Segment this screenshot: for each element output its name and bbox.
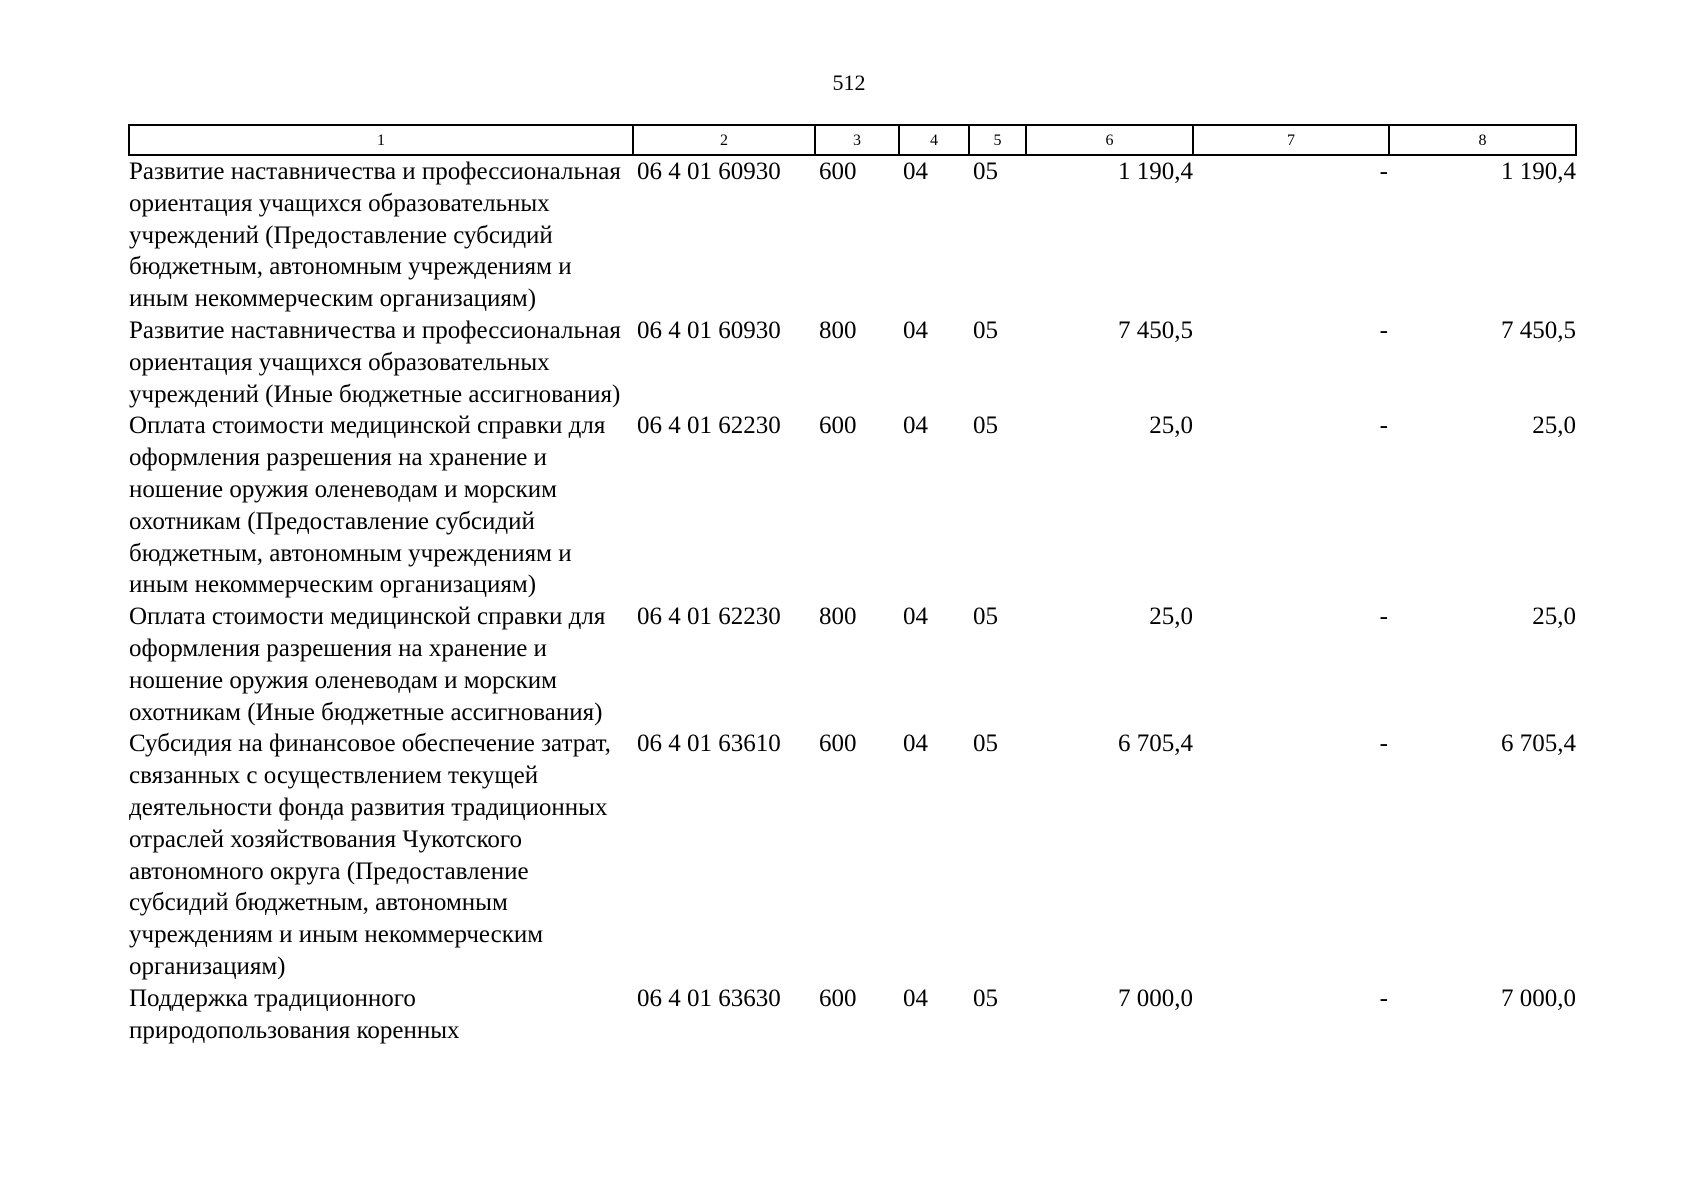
budget-table [128,124,1577,1047]
table-row [129,155,1576,315]
row-sum-8: 1 190,4 [1501,158,1576,185]
header-col-6: 6 [1026,125,1193,155]
table-row [129,728,1576,982]
row-vr: 600 [819,158,857,185]
row-sum-8: 6 705,4 [1501,730,1576,758]
row-vr: 600 [819,412,857,440]
header-col-1: 1 [129,125,633,155]
row-code: 06 4 01 60930 [637,158,781,185]
row-sum-6: 25,0 [1149,603,1193,631]
row-sum-6: 7 450,5 [1118,316,1193,344]
row-code: 06 4 01 63630 [637,984,781,1012]
row-code: 06 4 01 60930 [637,316,781,344]
row-name: Оплата стоимости медицинской справки для оформления разрешения на хранение и ношение оружия оленеводам и морским охотникам (Иные бюджетные ассигнования) [129,603,606,726]
row-sum-6: 7 000,0 [1118,984,1193,1012]
row-sum-7: - [1379,158,1388,185]
header-col-8: 8 [1389,125,1576,155]
row-pr: 05 [973,412,998,440]
row-vr: 800 [819,603,857,631]
row-pr: 05 [973,603,998,631]
row-pr: 05 [973,158,998,185]
row-vr: 600 [819,730,857,758]
row-code: 06 4 01 62230 [637,412,781,440]
header-col-5: 5 [969,125,1026,155]
page-number: 512 [832,70,866,95]
row-vr: 600 [819,984,857,1012]
row-code: 06 4 01 62230 [637,603,781,631]
row-sum-7: - [1379,316,1388,344]
row-rz: 04 [903,730,928,758]
row-sum-7: - [1379,412,1388,440]
row-pr: 05 [973,730,998,758]
row-name: Оплата стоимости медицинской справки для оформления разрешения на хранение и ношение оружия оленеводам и морским охотникам (Предоставление субсидий бюджетным, автономным учреждениям и иным некоммерческим организациям) [129,412,606,599]
row-sum-6: 1 190,4 [1118,158,1193,185]
row-name: Субсидия на финансовое обеспечение затрат, связанных с осуществлением текущей деятельности фонда развития традиционных отраслей хозяйствования Чукотского автономного округа (Предоставление субсидий бюджетным, автономным учреждениям и иным некоммерческим организациям) [129,730,611,980]
row-sum-8: 25,0 [1532,603,1576,631]
table-row [129,315,1576,410]
row-sum-7: - [1379,603,1388,631]
row-pr: 05 [973,316,998,344]
header-col-2: 2 [633,125,815,155]
row-rz: 04 [903,158,928,185]
row-rz: 04 [903,316,928,344]
table-row [129,983,1576,1047]
row-rz: 04 [903,603,928,631]
row-sum-8: 7 450,5 [1501,316,1576,344]
row-pr: 05 [973,984,998,1012]
row-rz: 04 [903,412,928,440]
row-sum-8: 7 000,0 [1501,984,1576,1012]
row-name: Поддержка традиционного природопользования коренных [129,984,460,1044]
header-col-3: 3 [815,125,899,155]
row-sum-8: 25,0 [1532,412,1576,440]
row-sum-7: - [1379,730,1388,758]
row-sum-6: 6 705,4 [1118,730,1193,758]
header-col-7: 7 [1193,125,1389,155]
row-sum-6: 25,0 [1149,412,1193,440]
row-rz: 04 [903,984,928,1012]
row-sum-7: - [1379,984,1388,1012]
table-row [129,410,1576,601]
header-col-4: 4 [899,125,969,155]
table-row [129,601,1576,728]
row-name: Развитие наставничества и профессиональная ориентация учащихся образовательных учреждений (Иные бюджетные ассигнования) [129,316,621,408]
row-code: 06 4 01 63610 [637,730,781,758]
row-name: Развитие наставничества и профессиональная ориентация учащихся образовательных учреждений (Предоставление субсидий бюджетным, автономным учреждениям и иным некоммерческим организациям) [129,158,621,313]
header-row [129,125,1576,155]
row-vr: 800 [819,316,857,344]
